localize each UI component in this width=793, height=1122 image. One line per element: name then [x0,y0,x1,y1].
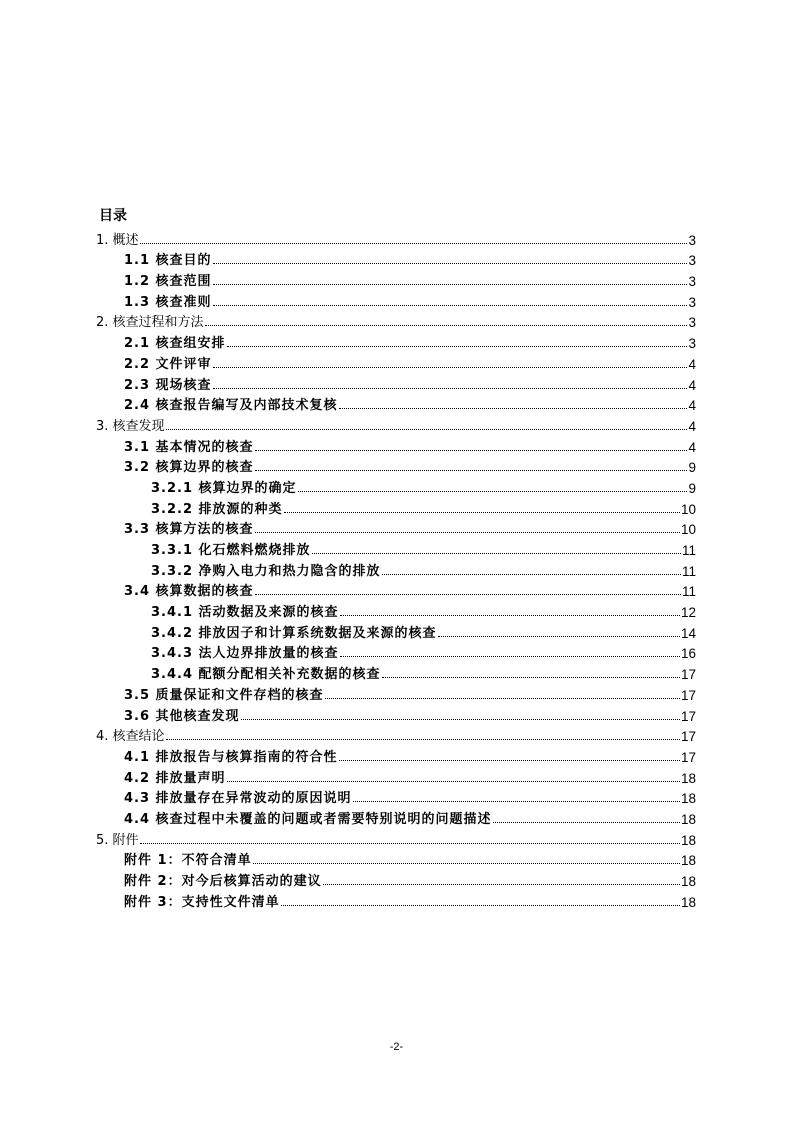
toc-entry-label: 3.6 其他核查发现 [124,708,240,724]
toc-entry[interactable] [96,724,696,745]
toc-entry-label: 4. 核查结论 [96,729,165,745]
toc-entry-label: 3.4.4 配额分配相关补充数据的核查 [151,667,381,683]
toc-entry-label: 3.4.3 法人边界排放量的核查 [151,646,339,662]
toc-entry-page: 3 [688,232,696,248]
toc-entry-page: 17 [680,708,696,724]
toc-entry-page: 3 [688,294,696,310]
toc-entry-label: 3. 核查发现 [96,418,165,434]
toc-entry-page: 11 [681,584,696,600]
toc-entry[interactable] [96,289,696,310]
toc-leader-dots [339,760,680,761]
toc-entry-label: 2.3 现场核查 [124,377,212,393]
toc-entry[interactable] [96,786,696,807]
toc-entry[interactable] [96,682,696,703]
toc-entry-label: 4.1 排放报告与核算指南的符合性 [124,749,338,765]
toc-entry-page: 18 [680,853,696,869]
toc-entry-page: 17 [680,667,696,683]
toc-entry-label: 2. 核查过程和方法 [96,315,204,331]
toc-entry-page: 11 [681,563,696,579]
toc-entry-page: 14 [680,625,696,641]
toc-leader-dots [213,367,688,368]
toc-entry[interactable] [96,268,696,289]
toc-entry-page: 17 [680,749,696,765]
toc-entry[interactable] [96,744,696,765]
toc-entry-label: 3.3.1 化石燃料燃烧排放 [151,543,311,558]
toc-entry-label: 1.3 核查准则 [124,294,212,310]
toc-entry-page: 16 [680,646,696,662]
toc-entry[interactable] [96,599,696,620]
toc-entry[interactable] [96,765,696,786]
toc-leader-dots [213,388,688,389]
toc-entry-label: 4.2 排放量声明 [124,770,226,786]
toc-entry-label: 3.4.2 排放因子和计算系统数据及来源的核查 [151,625,437,641]
toc-entry-label: 3.1 基本情况的核查 [124,439,254,455]
toc-entry[interactable] [96,475,696,496]
toc-entry[interactable] [96,496,696,517]
toc-entry[interactable] [96,661,696,682]
toc-entry-label: 1.2 核查范围 [124,274,212,290]
toc-leader-dots [241,719,680,720]
toc-entry-page: 9 [688,480,696,496]
page-number: -2- [389,1041,404,1053]
toc-entry-label: 1. 概述 [96,232,139,248]
toc-entry-page: 18 [680,811,696,827]
toc-leader-dots [205,325,688,326]
table-of-contents [96,227,696,910]
toc-entry-label: 附件 1：不符合清单 [124,853,252,869]
toc-entry-page: 3 [688,253,696,269]
toc-entry-label: 2.4 核查报告编写及内部技术复核 [124,398,338,414]
toc-entry-page: 3 [688,315,696,331]
toc-entry-page: 18 [680,791,696,807]
toc-entry[interactable] [96,579,696,600]
toc-leader-dots [253,863,680,864]
toc-leader-dots [353,801,680,802]
toc-title: 目录 [99,208,127,224]
toc-entry-label: 附件 3：支持性文件清单 [124,894,280,910]
toc-leader-dots [493,822,680,823]
toc-leader-dots [255,594,681,595]
toc-entry-label: 1.1 核查目的 [124,253,212,269]
toc-leader-dots [340,656,680,657]
toc-leader-dots [382,574,681,575]
toc-entry-page: 17 [680,687,696,703]
toc-entry-page: 4 [688,398,696,414]
toc-leader-dots [140,243,688,244]
toc-entry-label: 3.2 核算边界的核查 [124,460,254,476]
toc-leader-dots [284,512,680,513]
toc-entry-page: 3 [688,336,696,352]
toc-entry-page: 10 [680,522,696,538]
toc-entry-label: 2.1 核查组安排 [124,336,226,352]
toc-entry[interactable] [96,848,696,869]
toc-entry-label: 3.2.2 排放源的种类 [151,501,283,517]
toc-leader-dots [213,284,688,285]
toc-leader-dots [382,677,680,678]
toc-entry-label: 附件 2：对今后核算活动的建议 [124,874,322,889]
toc-entry[interactable] [96,517,696,538]
toc-entry-page: 18 [680,874,696,889]
toc-entry-page: 9 [688,460,696,476]
toc-entry-label: 3.3 核算方法的核查 [124,522,254,538]
toc-entry-label: 4.4 核查过程中未覆盖的问题或者需要特别说明的问题描述 [124,811,492,827]
toc-entry[interactable] [96,537,696,558]
toc-leader-dots [323,884,680,885]
toc-entry-page: 3 [688,274,696,290]
toc-leader-dots [281,905,680,906]
toc-leader-dots [255,470,688,471]
toc-entry-page: 12 [680,605,696,621]
toc-leader-dots [227,781,680,782]
toc-leader-dots [213,305,688,306]
toc-entry-page: 10 [680,501,696,517]
toc-entry[interactable] [96,434,696,455]
toc-entry[interactable] [96,227,696,248]
toc-entry-page: 4 [688,377,696,393]
toc-leader-dots [255,532,680,533]
toc-entry-label: 3.4 核算数据的核查 [124,584,254,600]
toc-leader-dots [166,739,680,740]
toc-entry[interactable] [96,703,696,724]
toc-entry[interactable] [96,806,696,827]
toc-entry[interactable] [96,372,696,393]
toc-entry-label: 3.2.1 核算边界的确定 [151,480,297,496]
toc-entry-label: 3.5 质量保证和文件存档的核查 [124,687,324,703]
toc-entry-page: 4 [688,439,696,455]
toc-leader-dots [298,491,688,492]
toc-entry[interactable] [96,310,696,331]
toc-entry[interactable] [96,393,696,414]
toc-entry-label: 2.2 文件评审 [124,356,212,372]
toc-entry[interactable] [96,558,696,579]
toc-entry[interactable] [96,455,696,476]
toc-leader-dots [312,553,681,554]
toc-leader-dots [325,698,680,699]
toc-entry[interactable] [96,620,696,641]
toc-entry[interactable] [96,413,696,434]
toc-entry-page: 17 [680,729,696,745]
toc-entry-label: 3.3.2 净购入电力和热力隐含的排放 [151,563,381,579]
toc-leader-dots [213,263,688,264]
toc-leader-dots [166,429,688,430]
toc-entry[interactable] [96,248,696,269]
toc-entry[interactable] [96,868,696,889]
toc-entry-page: 4 [688,418,696,434]
toc-entry[interactable] [96,641,696,662]
toc-entry-label: 4.3 排放量存在异常波动的原因说明 [124,791,352,807]
toc-leader-dots [227,346,688,347]
toc-entry-page: 18 [680,894,696,910]
toc-entry[interactable] [96,889,696,910]
toc-leader-dots [140,843,680,844]
toc-entry-page: 11 [681,543,696,558]
toc-entry[interactable] [96,330,696,351]
toc-leader-dots [339,408,688,409]
toc-entry[interactable] [96,351,696,372]
toc-leader-dots [255,450,688,451]
toc-entry-page: 4 [688,356,696,372]
toc-entry-label: 3.4.1 活动数据及来源的核查 [151,605,339,621]
toc-leader-dots [340,615,680,616]
toc-entry-label: 5. 附件 [96,832,139,848]
toc-entry-page: 18 [680,770,696,786]
toc-entry[interactable] [96,827,696,848]
toc-entry-page: 18 [680,832,696,848]
toc-leader-dots [438,636,680,637]
